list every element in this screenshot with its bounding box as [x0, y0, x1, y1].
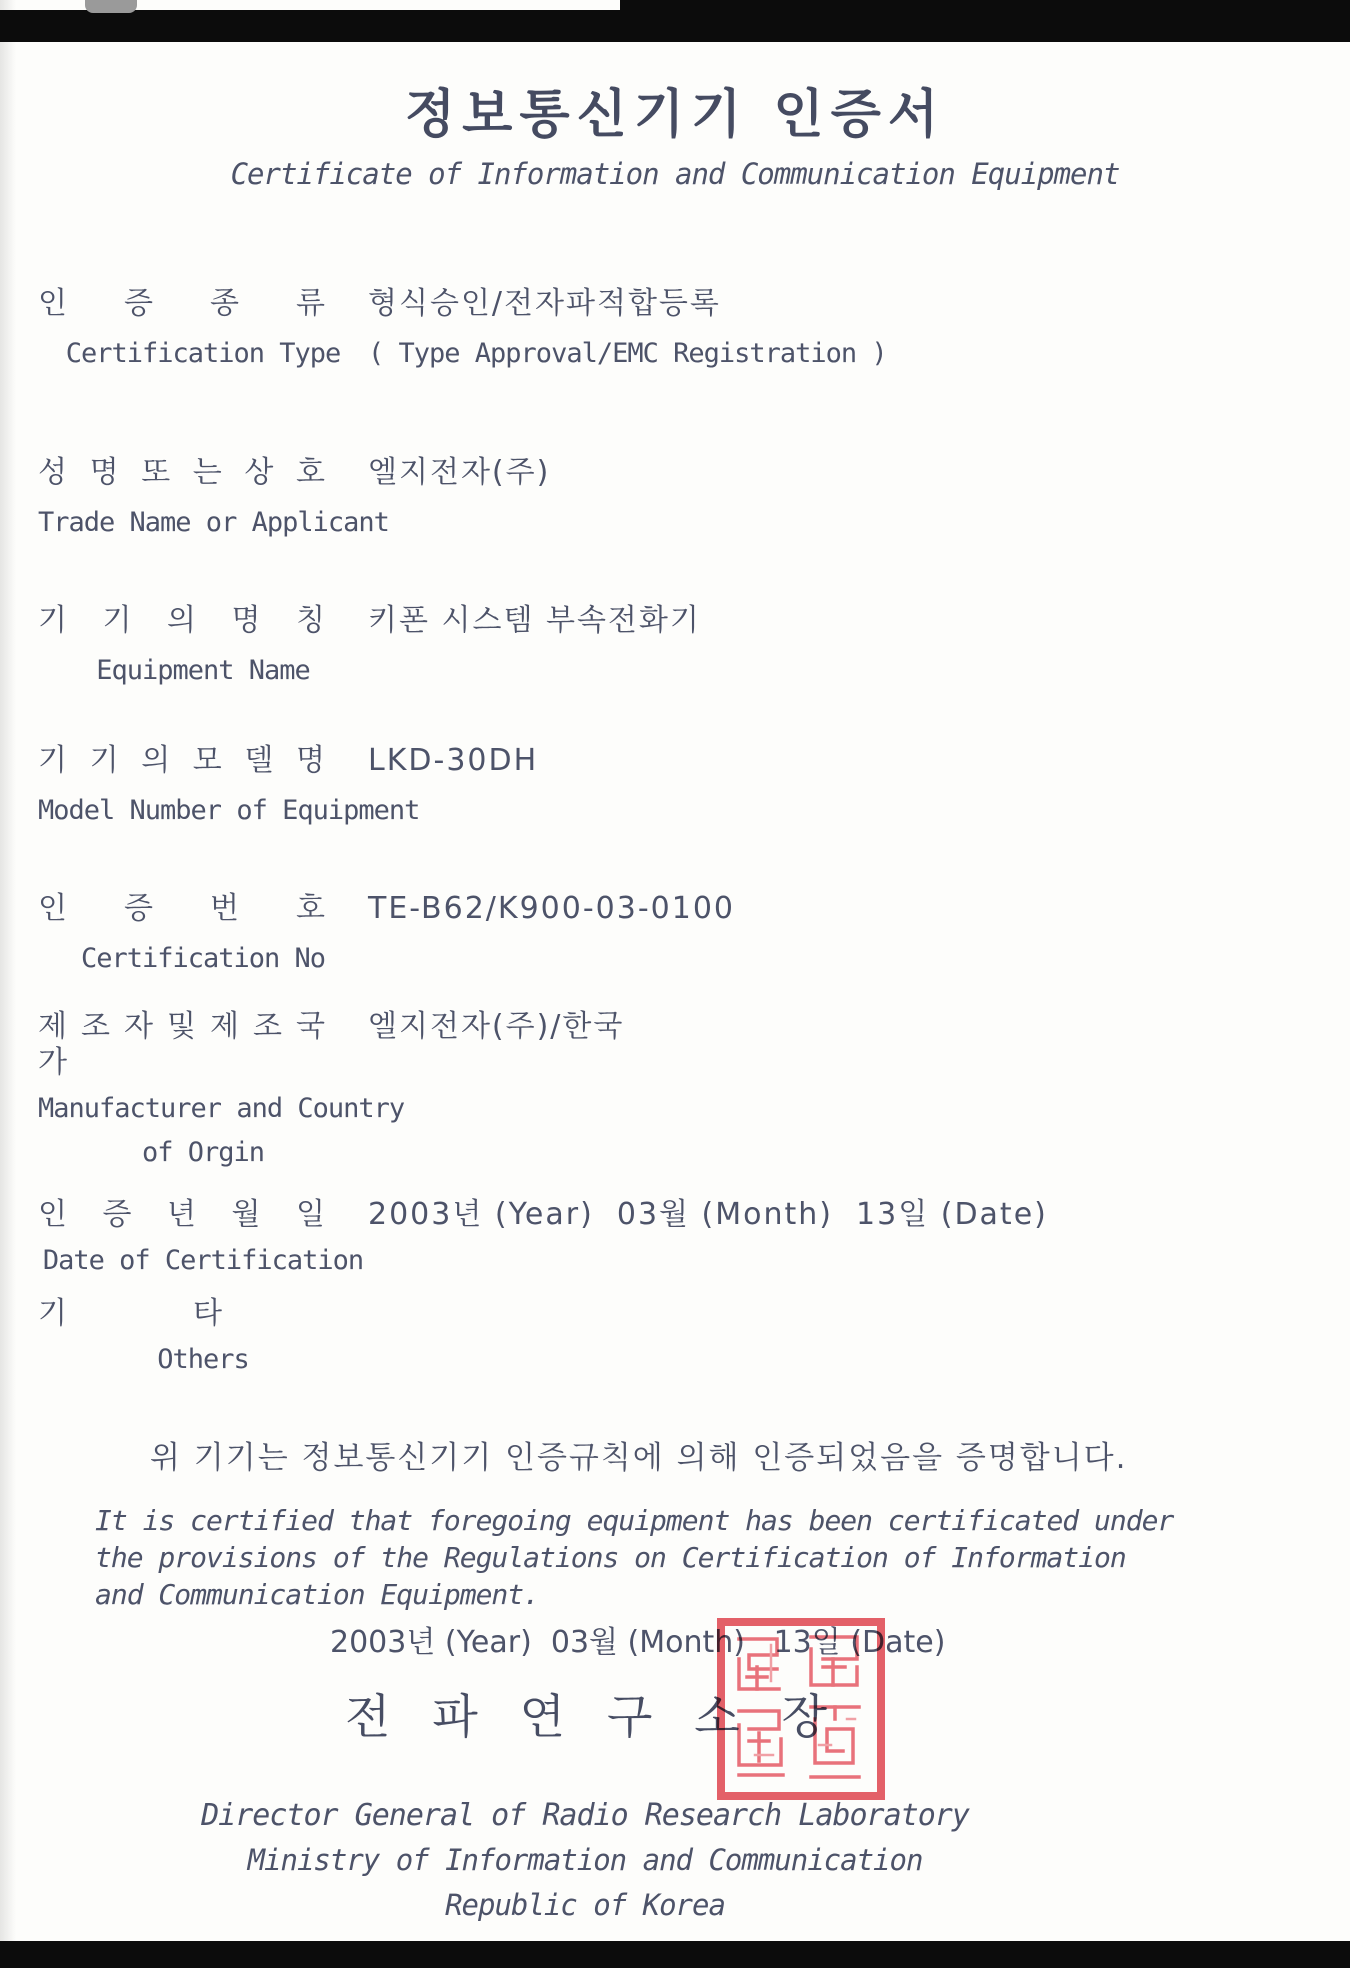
issuer-line: Director General of Radio Research Laboratory — [201, 1798, 969, 1833]
field-value-ko: LKD-30DH — [368, 743, 539, 778]
issue-date: 2003년 (Year) 03월 (Month) 13일 (Date) — [330, 1625, 946, 1660]
field-label-ko: 인 증 종 류 — [38, 286, 326, 321]
field-label-ko: 인 증 년 월 일 — [38, 1197, 326, 1232]
field-label-en: Manufacturer and Country — [38, 1093, 405, 1124]
field-label-ko: 인 증 번 호 — [38, 891, 326, 926]
field-label-en: Others — [157, 1344, 249, 1375]
field-value-ko: 2003년 (Year) 03월 (Month) 13일 (Date) — [368, 1197, 1048, 1232]
certification-statement-korean: 위 기기는 정보통신기기 인증규칙에 의해 인증되었음을 증명합니다. — [150, 1440, 1128, 1476]
field-row-manufacturer — [38, 1009, 1350, 1169]
field-row-equipment-name — [38, 603, 1350, 687]
field-label-en: Certification No — [80, 943, 326, 974]
field-rows — [38, 286, 1350, 1376]
field-row-certification-no — [38, 891, 1350, 975]
field-row-trade-name — [38, 455, 1350, 539]
field-value-en: ( Type Approval/EMC Registration ) — [368, 338, 887, 369]
field-label-en: Certification Type — [65, 338, 341, 369]
scan-artifact-top-right — [620, 0, 1350, 12]
issuer-line: Ministry of Information and Communication — [247, 1843, 923, 1877]
field-value-ko: 엘지전자(주) — [368, 455, 551, 490]
field-row-certification-date — [38, 1197, 1350, 1277]
field-label-ko: 기 기 의 모 델 명 — [38, 743, 326, 778]
issuer-line: Republic of Korea — [445, 1888, 725, 1922]
statement-line: and Communication Equipment. — [95, 1578, 540, 1611]
seal-script-detail — [755, 1645, 855, 1755]
field-label-en: Model Number of Equipment — [38, 795, 420, 826]
field-value-ko: 키폰 시스템 부속전화기 — [368, 603, 701, 638]
official-seal-stamp — [715, 1615, 887, 1803]
field-value-ko: 엘지전자(주)/한국 — [368, 1009, 625, 1044]
field-label-ko: 제 조 자 및 제 조 국 가 — [38, 1009, 326, 1080]
field-row-others — [38, 1296, 1350, 1376]
scan-artifact-bottom-band — [0, 1941, 1350, 1968]
certification-statement-english — [95, 1502, 1350, 1613]
field-row-model-number — [38, 743, 1350, 827]
field-label-ko: 기 기 의 명 칭 — [38, 603, 326, 638]
certificate-title-english: Certificate of Information and Communication Equipment — [230, 157, 1120, 191]
certificate-title-korean: 정보통신기기 인증서 — [404, 85, 946, 145]
field-value-ko: 형식승인/전자파적합등록 — [368, 286, 721, 321]
field-label-en-line2: of Orgin — [141, 1137, 265, 1168]
issuer-title-english — [0, 1793, 1170, 1928]
field-label-en: Trade Name or Applicant — [38, 507, 389, 538]
issuer-title-korean: 전 파 연 구 소 장 — [345, 1690, 827, 1745]
scan-edge-shading — [0, 0, 16, 1968]
statement-line: the provisions of the Regulations on Certification of Information — [95, 1541, 1126, 1574]
scan-artifact-gray-blob — [85, 0, 137, 13]
field-label-ko: 기 타 — [38, 1296, 223, 1331]
field-row-certification-type — [38, 286, 1350, 370]
field-value-ko: TE-B62/K900-03-0100 — [368, 891, 736, 926]
field-label-ko: 성 명 또 는 상 호 — [38, 455, 326, 490]
scan-artifact-top-band — [0, 10, 1350, 42]
field-label-en: Equipment Name — [96, 655, 310, 686]
statement-line: It is certified that foregoing equipment has been certificated under — [95, 1504, 1174, 1537]
field-label-en: Date of Certification — [42, 1245, 364, 1276]
